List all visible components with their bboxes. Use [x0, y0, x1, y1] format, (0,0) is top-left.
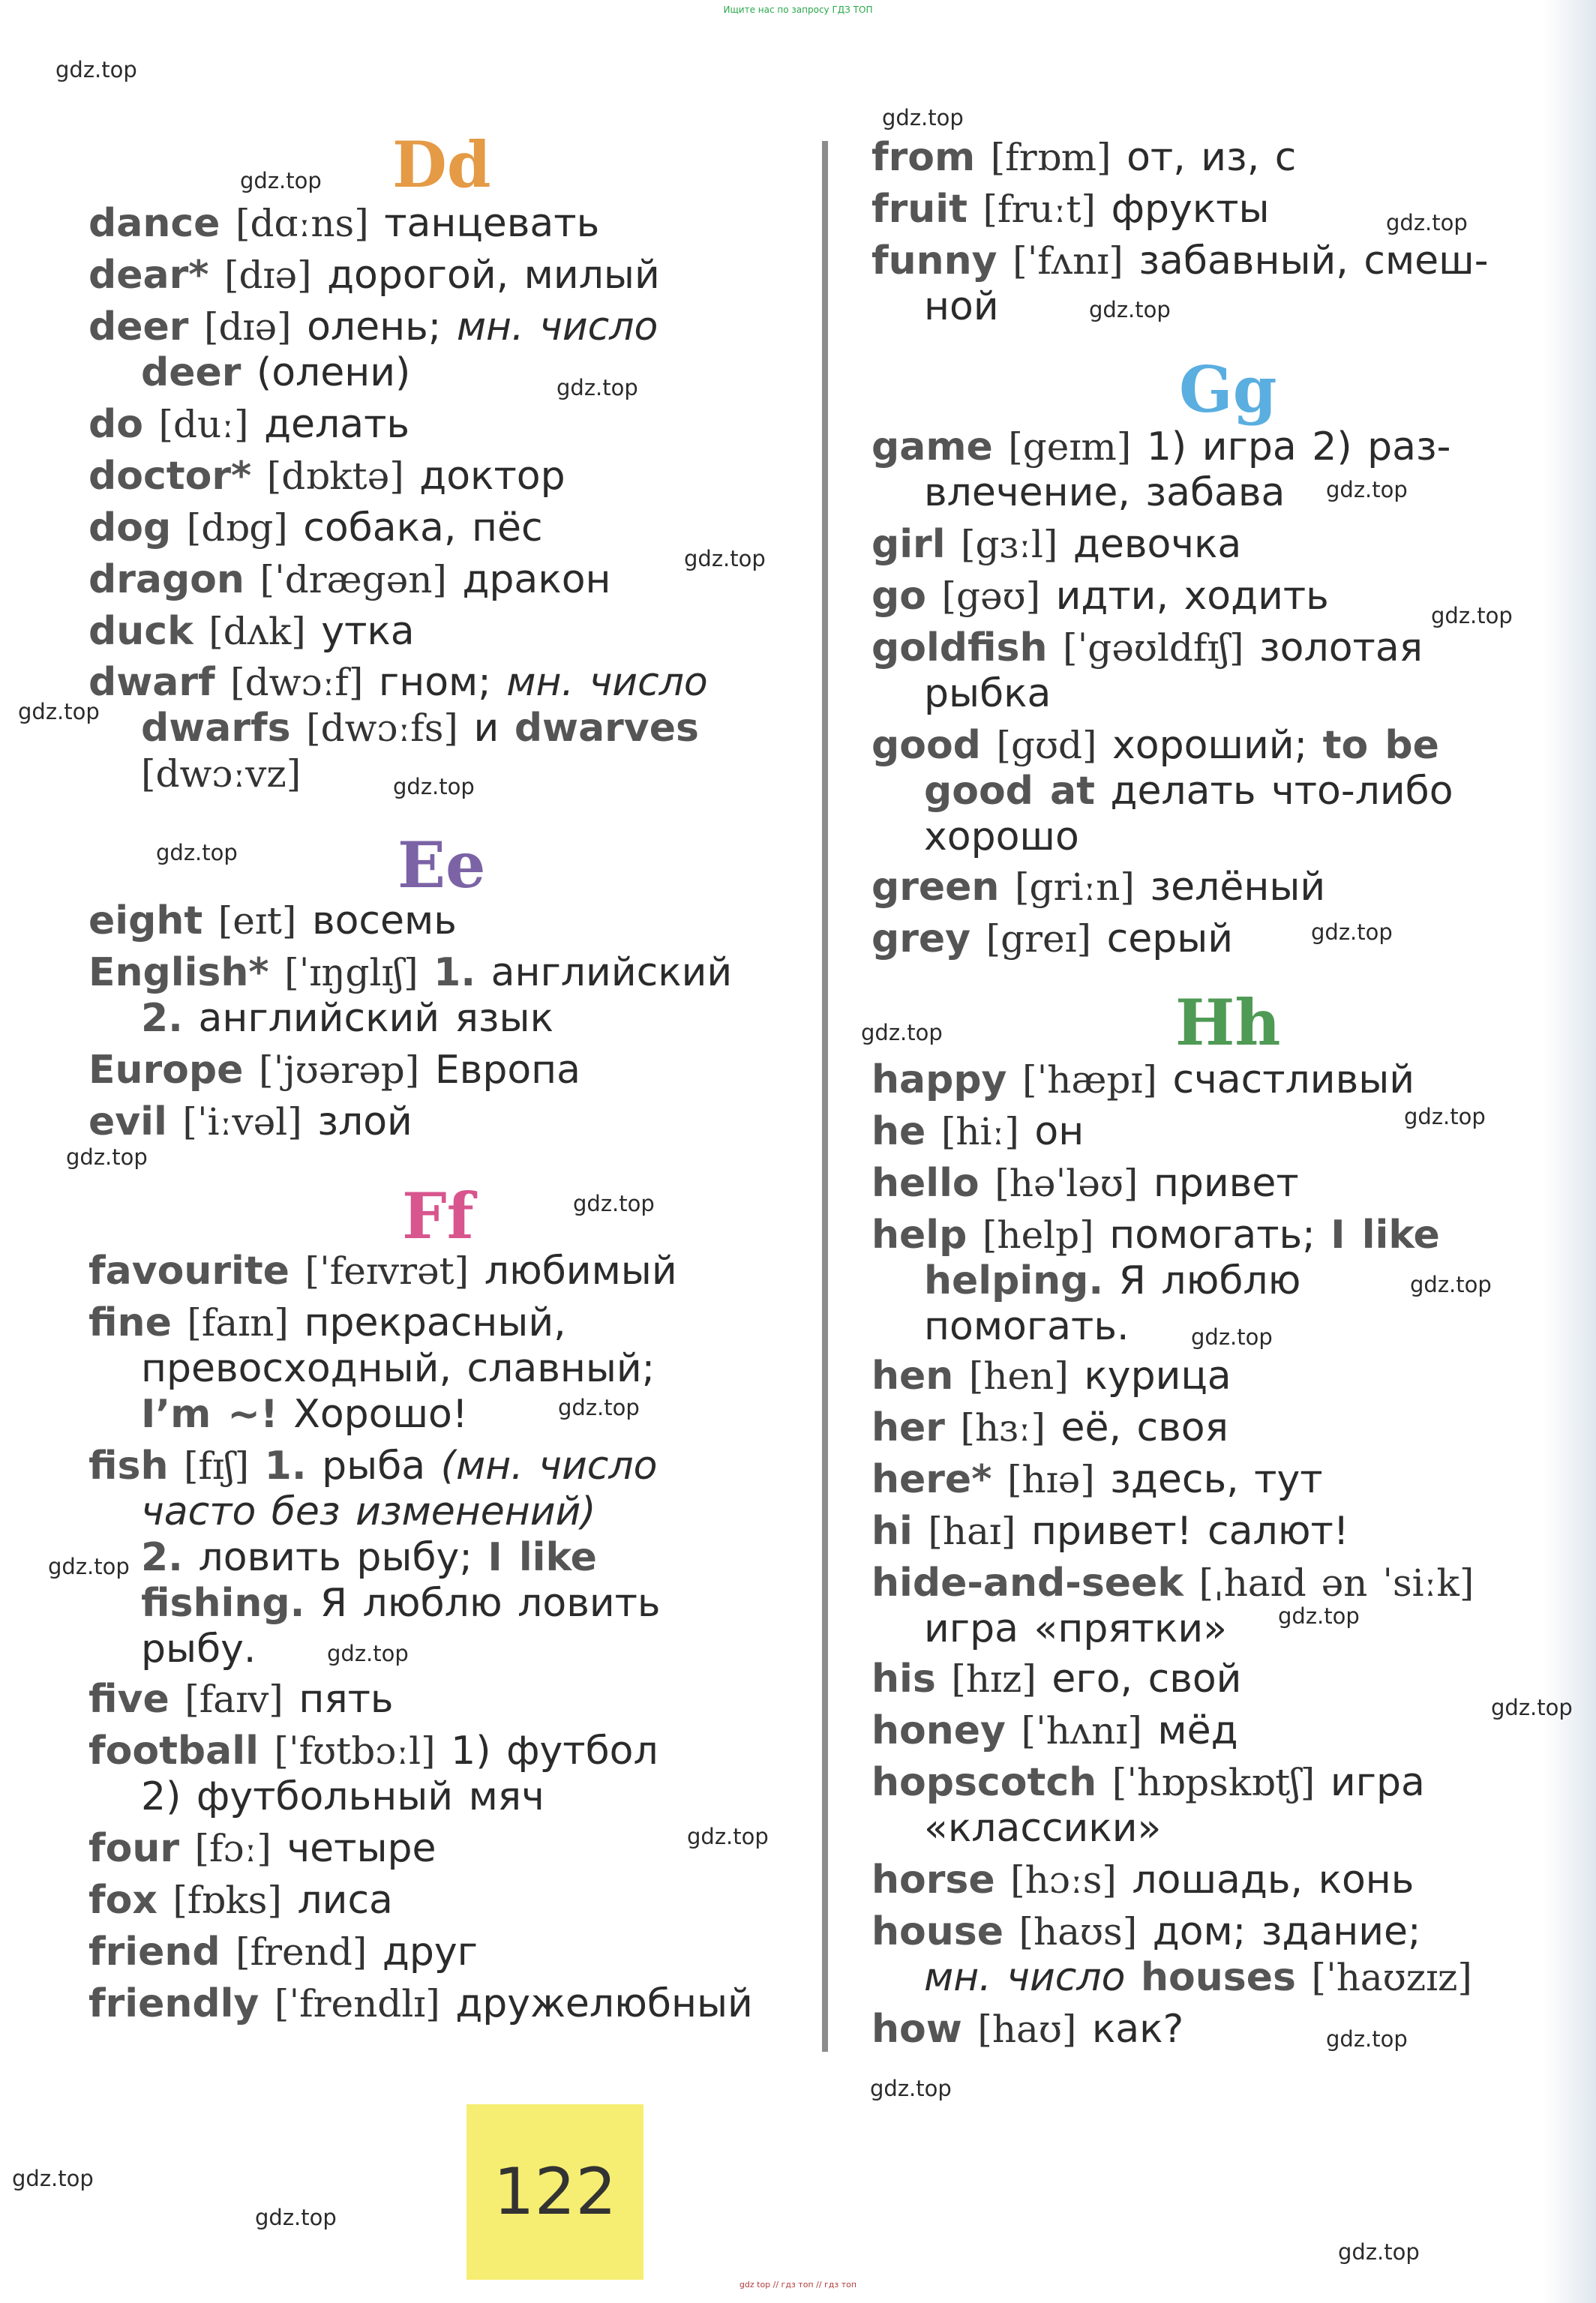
transcription: [fɔː] [194, 1827, 272, 1870]
transcription: [duː] [158, 403, 249, 446]
meaning: счастливый [1172, 1057, 1415, 1102]
entry-goldfish [872, 625, 1562, 717]
sense-number: 2. [141, 996, 183, 1041]
headword: eight [88, 898, 203, 943]
headword: from [872, 135, 976, 180]
continuation-line: ной [924, 284, 999, 329]
entry-her [872, 1405, 1562, 1451]
watermark: gdz.top [156, 840, 238, 865]
transcription: [haʊ] [977, 2008, 1077, 2051]
entry-doctor [88, 454, 808, 499]
entry-friendly [88, 1981, 808, 2027]
headword: dragon [88, 557, 244, 602]
entry-evil [88, 1099, 808, 1145]
headword: good [872, 723, 981, 768]
phrase: I like [488, 1535, 597, 1580]
headword: hopscotch [872, 1760, 1097, 1805]
transcription: [dwɔːvz] [141, 752, 302, 796]
meaning: хороший; [1112, 723, 1308, 768]
watermark: gdz.top [393, 774, 475, 799]
transcription: [ˈhʌnɪ] [1021, 1709, 1142, 1753]
watermark: gdz.top [66, 1144, 148, 1170]
meaning: её, своя [1060, 1405, 1228, 1450]
letter-heading-f: Ff [402, 1179, 474, 1253]
footer-banner: gdz top // гдз топ // гдз топ [739, 2280, 857, 2290]
watermark: gdz.top [1191, 1324, 1273, 1350]
transcription: [hɪə] [1006, 1458, 1095, 1501]
headword: his [872, 1657, 936, 1702]
continuation-line: «классики» [924, 1806, 1162, 1851]
transcription: [faɪv] [184, 1678, 284, 1721]
meaning: прекрасный, [304, 1300, 566, 1345]
watermark: gdz.top [684, 546, 766, 571]
entry-grey [872, 916, 1562, 962]
headword: house [872, 1909, 1004, 1954]
letter-heading-d: Dd [392, 127, 491, 202]
meaning: любимый [484, 1249, 677, 1294]
continuation-line [872, 769, 1562, 814]
transcription: [fɪʃ] [184, 1444, 250, 1488]
entry-his [872, 1657, 1562, 1702]
transcription: [dwɔːfs] [306, 706, 458, 750]
headword: favourite [88, 1249, 290, 1294]
meaning: дом; здание; [1152, 1909, 1421, 1954]
headword: fox [88, 1878, 158, 1923]
transcription: [faɪn] [187, 1301, 289, 1345]
entry-football [88, 1729, 808, 1820]
watermark: gdz.top [12, 2166, 94, 2191]
transcription: [dɑːns] [235, 202, 369, 245]
headword: hello [872, 1161, 980, 1206]
headword: happy [872, 1057, 1007, 1102]
transcription: [ˈjʊərəp] [258, 1048, 420, 1092]
continuation-line: 2) футбольный мяч [141, 1774, 544, 1819]
headword: how [872, 2007, 962, 2052]
headword: dear* [88, 253, 209, 298]
meaning: гном; [378, 660, 491, 705]
watermark: gdz.top [56, 57, 137, 82]
headword: football [88, 1729, 259, 1774]
meaning: его, свой [1052, 1657, 1242, 1702]
transcription: [hɜː] [960, 1406, 1046, 1450]
entry-europe [88, 1048, 808, 1093]
meaning: утка [321, 609, 415, 654]
entry-how [872, 2007, 1562, 2053]
entry-horse [872, 1858, 1562, 1903]
entry-hen [872, 1354, 1562, 1399]
entry-from [872, 135, 1562, 181]
meaning: собака, пёс [303, 505, 543, 550]
entry-green [872, 865, 1562, 910]
meaning: привет! салют! [1030, 1509, 1349, 1554]
entry-fox [88, 1878, 808, 1924]
entry-house [872, 1909, 1562, 2001]
meaning: курица [1084, 1354, 1232, 1399]
headword: fish [88, 1444, 169, 1489]
meaning: Я люблю [1118, 1258, 1301, 1303]
transcription: [griːn] [1014, 865, 1135, 909]
transcription: [ˈfʊtbɔːl] [274, 1729, 436, 1773]
phrase: I’m ~! [141, 1392, 278, 1437]
headword: evil [88, 1099, 167, 1144]
phrase: to be [1322, 723, 1439, 768]
transcription: [dɪə] [224, 253, 312, 297]
headword: he [872, 1109, 926, 1154]
transcription: [frɒm] [990, 136, 1112, 179]
meaning: как? [1091, 2007, 1184, 2052]
headword: five [88, 1677, 170, 1722]
entry-english [88, 950, 808, 1042]
transcription: [ˈfrendlɪ] [274, 1982, 440, 2026]
column-divider [822, 141, 828, 2052]
entry-hopscotch [872, 1760, 1562, 1852]
transcription: [ˈhaʊzɪz] [1311, 1956, 1472, 1999]
meaning: друг [382, 1930, 478, 1975]
continuation-line: игра «прятки» [924, 1606, 1227, 1651]
meaning: здесь, тут [1110, 1457, 1323, 1502]
entry-happy [872, 1057, 1562, 1103]
entry-game [872, 424, 1562, 516]
watermark: gdz.top [18, 699, 100, 724]
transcription: [dɪə] [203, 305, 292, 349]
plural-form: dwarves [514, 706, 699, 751]
meaning: золотая [1259, 625, 1423, 670]
transcription: [gəʊ] [941, 574, 1041, 618]
transcription: [ˈiːvəl] [182, 1100, 302, 1144]
meaning: Я люблю ловить [320, 1581, 661, 1626]
headword: here* [872, 1457, 992, 1502]
transcription: [fɒks] [172, 1879, 282, 1922]
headword: friend [88, 1930, 220, 1975]
transcription: [eɪt] [218, 899, 297, 943]
plural-form: dwarfs [141, 706, 291, 751]
transcription: [dɒktə] [266, 454, 404, 498]
entry-duck [88, 609, 808, 655]
transcription: [gʊd] [996, 724, 1097, 767]
meaning: олень; [307, 304, 442, 349]
transcription: [ˈfʌnɪ] [1012, 239, 1124, 283]
transcription: [greɪ] [986, 917, 1092, 961]
continuation-line [88, 1535, 808, 1581]
sense-number: 2. [141, 1535, 183, 1580]
meaning: лошадь, конь [1132, 1858, 1414, 1903]
transcription: [dɒg] [186, 506, 288, 550]
entry-deer [88, 304, 808, 396]
headword: honey [872, 1708, 1006, 1753]
headword: hen [872, 1354, 954, 1399]
meaning: ловить рыбу; [198, 1535, 472, 1580]
headword: fruit [872, 187, 968, 232]
letter-heading-h: Hh [1175, 985, 1281, 1060]
sense-number: 1. [434, 950, 476, 995]
phrase: helping. [924, 1258, 1104, 1303]
conjunction: и [473, 706, 500, 751]
watermark: gdz.top [255, 2205, 337, 2230]
watermark: gdz.top [573, 1191, 655, 1216]
meaning: игра [1330, 1760, 1425, 1805]
meaning: Хорошо! [293, 1392, 468, 1437]
transcription: [haʊs] [1018, 1910, 1138, 1954]
watermark: gdz.top [1089, 297, 1171, 322]
letter-heading-e: Ee [398, 828, 486, 902]
watermark: gdz.top [687, 1824, 769, 1849]
continuation-line: превосходный, славный; [141, 1346, 656, 1391]
page-number: 122 [466, 2104, 644, 2280]
transcription: [ˈhɒpskɒtʃ] [1112, 1761, 1316, 1804]
continuation-line [872, 1955, 1562, 2001]
transcription: [gɜːl] [961, 523, 1058, 566]
transcription: [hiː] [940, 1110, 1019, 1153]
transcription: [həˈləʊ] [994, 1162, 1138, 1205]
meaning: английский язык [198, 996, 554, 1041]
watermark: gdz.top [1491, 1695, 1573, 1720]
watermark: gdz.top [1338, 2239, 1420, 2265]
transcription: [haɪ] [928, 1510, 1016, 1553]
transcription: [ˈɪŋglɪʃ] [284, 951, 418, 994]
headword: horse [872, 1858, 995, 1903]
meaning: дорогой, милый [327, 253, 660, 298]
watermark: gdz.top [1311, 919, 1393, 945]
headword: Europe [88, 1048, 244, 1093]
meaning: помогать; [1109, 1213, 1316, 1258]
meaning: дружелюбный [455, 1981, 753, 2026]
watermark: gdz.top [870, 2076, 952, 2101]
watermark: gdz.top [558, 1395, 640, 1420]
meaning: фрукты [1111, 187, 1270, 232]
grammar-note: мн. число [506, 660, 708, 705]
meaning: доктор [419, 454, 566, 499]
continuation-line: часто без изменений) [141, 1489, 596, 1534]
meaning: 1) игра 2) раз- [1146, 424, 1451, 469]
transcription: [dwɔːf] [230, 661, 364, 704]
meaning: серый [1106, 916, 1234, 961]
entry-friend [88, 1930, 808, 1975]
headword: dwarf [88, 660, 215, 705]
transcription: [fruːt] [982, 187, 1096, 231]
transcription: [geɪm] [1008, 425, 1132, 469]
watermark: gdz.top [556, 375, 638, 400]
continuation-line: рыбка [924, 671, 1052, 716]
continuation-line [88, 350, 808, 396]
continuation-line [88, 1581, 808, 1627]
grammar-note: (мн. число [440, 1444, 658, 1489]
meaning: злой [317, 1099, 412, 1144]
transcription: [hɔːs] [1010, 1858, 1117, 1902]
headword: dog [88, 505, 172, 550]
phrase: I like [1330, 1213, 1440, 1258]
phrase: fishing. [141, 1581, 305, 1626]
entry-eight [88, 898, 808, 944]
entry-hide-and-seek [872, 1561, 1562, 1652]
meaning: английский [490, 950, 733, 995]
meaning: рыба [322, 1444, 426, 1489]
headword: friendly [88, 1981, 260, 2026]
transcription: [ˈhæpɪ] [1022, 1058, 1157, 1102]
entry-hello [872, 1161, 1562, 1207]
entry-hi [872, 1509, 1562, 1555]
entry-here [872, 1457, 1562, 1503]
meaning: 1) футбол [451, 1729, 658, 1774]
entry-honey [872, 1708, 1562, 1754]
entry-dog [88, 505, 808, 551]
watermark: gdz.top [327, 1641, 409, 1666]
meaning: Европа [434, 1048, 581, 1093]
watermark: gdz.top [1386, 210, 1468, 235]
watermark: gdz.top [861, 1020, 943, 1045]
headword: game [872, 424, 993, 469]
watermark: gdz.top [1404, 1104, 1486, 1129]
headword: hide-and-seek [872, 1561, 1184, 1606]
headword: fine [88, 1300, 172, 1345]
transcription: [ˌhaɪd ən ˈsiːk] [1198, 1561, 1474, 1605]
transcription: [frend] [236, 1930, 368, 1974]
entry-fish [88, 1444, 808, 1672]
headword: go [872, 574, 926, 619]
continuation-line [88, 1392, 808, 1438]
meaning: восемь [311, 898, 457, 943]
continuation-line [88, 706, 808, 751]
headword: girl [872, 522, 946, 567]
headword: hi [872, 1509, 913, 1554]
meaning: зелёный [1150, 865, 1326, 910]
headword: doctor* [88, 454, 252, 499]
continuation-line [88, 996, 808, 1042]
continuation-line: хорошо [924, 814, 1079, 859]
meaning: привет [1153, 1161, 1299, 1206]
meaning: лиса [297, 1878, 393, 1923]
meaning: пять [298, 1677, 394, 1722]
meaning: он [1034, 1109, 1084, 1154]
plural-form: houses [1140, 1955, 1296, 2000]
entry-dance [88, 201, 808, 247]
watermark: gdz.top [882, 105, 964, 130]
watermark: gdz.top [240, 168, 322, 193]
headword: do [88, 402, 143, 447]
watermark: gdz.top [1431, 603, 1513, 628]
transcription: [ˈdrægən] [260, 558, 447, 601]
headword: help [872, 1213, 968, 1258]
grammar-note: мн. число [924, 1955, 1126, 2000]
transcription: [help] [982, 1213, 1094, 1257]
headword: funny [872, 238, 998, 283]
headword: four [88, 1826, 180, 1871]
continuation-line: влечение, забава [924, 470, 1286, 515]
top-banner: Ищите нас по запросу ГДЗ ТОП [723, 4, 873, 15]
meaning: от, из, с [1126, 135, 1297, 180]
entry-fine [88, 1300, 808, 1438]
entry-do [88, 402, 808, 448]
letter-heading-g: Gg [1179, 352, 1277, 427]
grammar-note: мн. число [456, 304, 658, 349]
meaning: идти, ходить [1055, 574, 1329, 619]
meaning: делать что-либо [1110, 769, 1454, 814]
meaning: (олени) [256, 350, 411, 395]
continuation-line: рыбу. [141, 1627, 256, 1672]
meaning: дракон [462, 557, 611, 602]
entry-dear [88, 253, 808, 298]
watermark: gdz.top [1410, 1272, 1492, 1297]
meaning: девочка [1072, 522, 1242, 567]
transcription: [ˈfeɪvrət] [304, 1249, 470, 1293]
continuation-line: помогать. [924, 1304, 1130, 1349]
headword: deer [88, 304, 189, 349]
meaning: мёд [1157, 1708, 1238, 1753]
headword: her [872, 1405, 945, 1450]
watermark: gdz.top [48, 1554, 130, 1579]
headword: grey [872, 916, 971, 961]
meaning: забавный, смеш- [1138, 238, 1489, 283]
meaning: делать [264, 402, 410, 447]
transcription: [hɪz] [951, 1657, 1036, 1701]
sense-number: 1. [264, 1444, 307, 1489]
entry-good [872, 723, 1562, 860]
meaning: танцевать [384, 201, 600, 246]
plural-form: deer [141, 350, 242, 395]
headword: goldfish [872, 625, 1048, 670]
entry-favourite [88, 1249, 808, 1294]
headword: English* [88, 950, 269, 995]
entry-girl [872, 522, 1562, 568]
meaning: четыре [286, 1826, 436, 1871]
phrase: good at [924, 769, 1095, 814]
watermark: gdz.top [1278, 1603, 1360, 1629]
watermark: gdz.top [1326, 477, 1408, 502]
entry-five [88, 1677, 808, 1723]
transcription: [hen] [968, 1354, 1069, 1398]
transcription: [dʌk] [208, 610, 306, 653]
headword: green [872, 865, 1000, 910]
transcription: [ˈgəʊldfɪʃ] [1063, 626, 1244, 670]
headword: duck [88, 609, 194, 654]
headword: dance [88, 201, 220, 246]
watermark: gdz.top [1326, 2026, 1408, 2052]
entry-funny [872, 238, 1562, 330]
